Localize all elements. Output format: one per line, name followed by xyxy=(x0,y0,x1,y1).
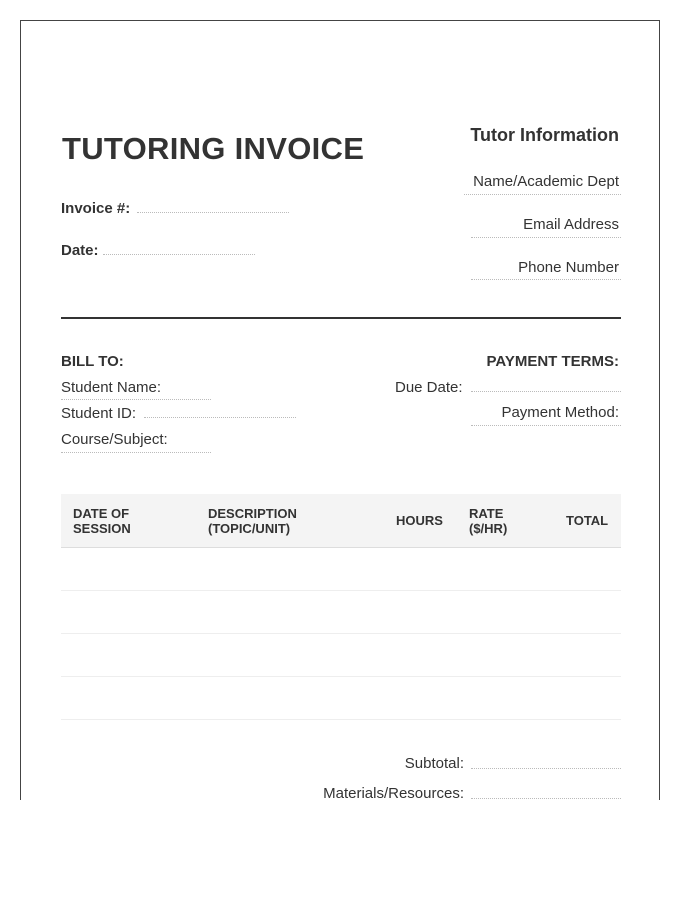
student-id-field[interactable] xyxy=(144,417,296,418)
invoice-title: TUTORING INVOICE xyxy=(62,131,365,166)
course-subject-field[interactable] xyxy=(61,452,211,453)
due-date-label: Due Date: xyxy=(395,379,463,396)
table-row[interactable] xyxy=(61,634,621,677)
col-date-of-session: DATE OF SESSION xyxy=(73,506,131,536)
col-hours: HOURS xyxy=(396,513,443,528)
payment-method-label: Payment Method: xyxy=(501,404,619,421)
tutor-name-dept: Name/Academic Dept xyxy=(473,173,619,190)
date-label: Date: xyxy=(61,242,99,259)
col-total: TOTAL xyxy=(566,513,609,528)
table-row[interactable] xyxy=(61,548,621,591)
tutor-phone: Phone Number xyxy=(518,259,619,276)
section-divider xyxy=(61,317,621,319)
col-description: DESCRIPTION (TOPIC/UNIT) xyxy=(208,506,297,536)
table-row[interactable] xyxy=(61,591,621,634)
student-name-label: Student Name: xyxy=(61,379,162,396)
student-name-field[interactable] xyxy=(61,399,211,400)
subtotal-label: Subtotal: xyxy=(404,755,464,772)
invoice-page xyxy=(20,20,660,800)
invoice-number-field[interactable] xyxy=(137,212,289,213)
student-id-label: Student ID: xyxy=(61,405,137,422)
table-row[interactable] xyxy=(61,677,621,720)
tutor-name-field[interactable] xyxy=(464,194,621,195)
bill-to-heading: BILL TO: xyxy=(61,353,124,370)
payment-method-field[interactable] xyxy=(471,425,621,426)
invoice-number-label: Invoice #: xyxy=(61,200,131,217)
col-rate: RATE ($/HR) xyxy=(469,506,508,536)
tutor-email-field[interactable] xyxy=(471,237,621,238)
tutor-email: Email Address xyxy=(523,216,619,233)
subtotal-field[interactable] xyxy=(471,768,621,769)
materials-resources-label: Materials/Resources: xyxy=(323,785,464,800)
tutor-info-heading: Tutor Information xyxy=(470,125,619,145)
date-field[interactable] xyxy=(103,254,255,255)
due-date-field[interactable] xyxy=(471,391,621,392)
tutor-phone-field[interactable] xyxy=(471,279,621,280)
payment-terms-heading: PAYMENT TERMS: xyxy=(486,353,619,370)
line-items-header xyxy=(61,494,621,548)
course-subject-label: Course/Subject: xyxy=(61,431,168,448)
materials-resources-field[interactable] xyxy=(471,798,621,799)
